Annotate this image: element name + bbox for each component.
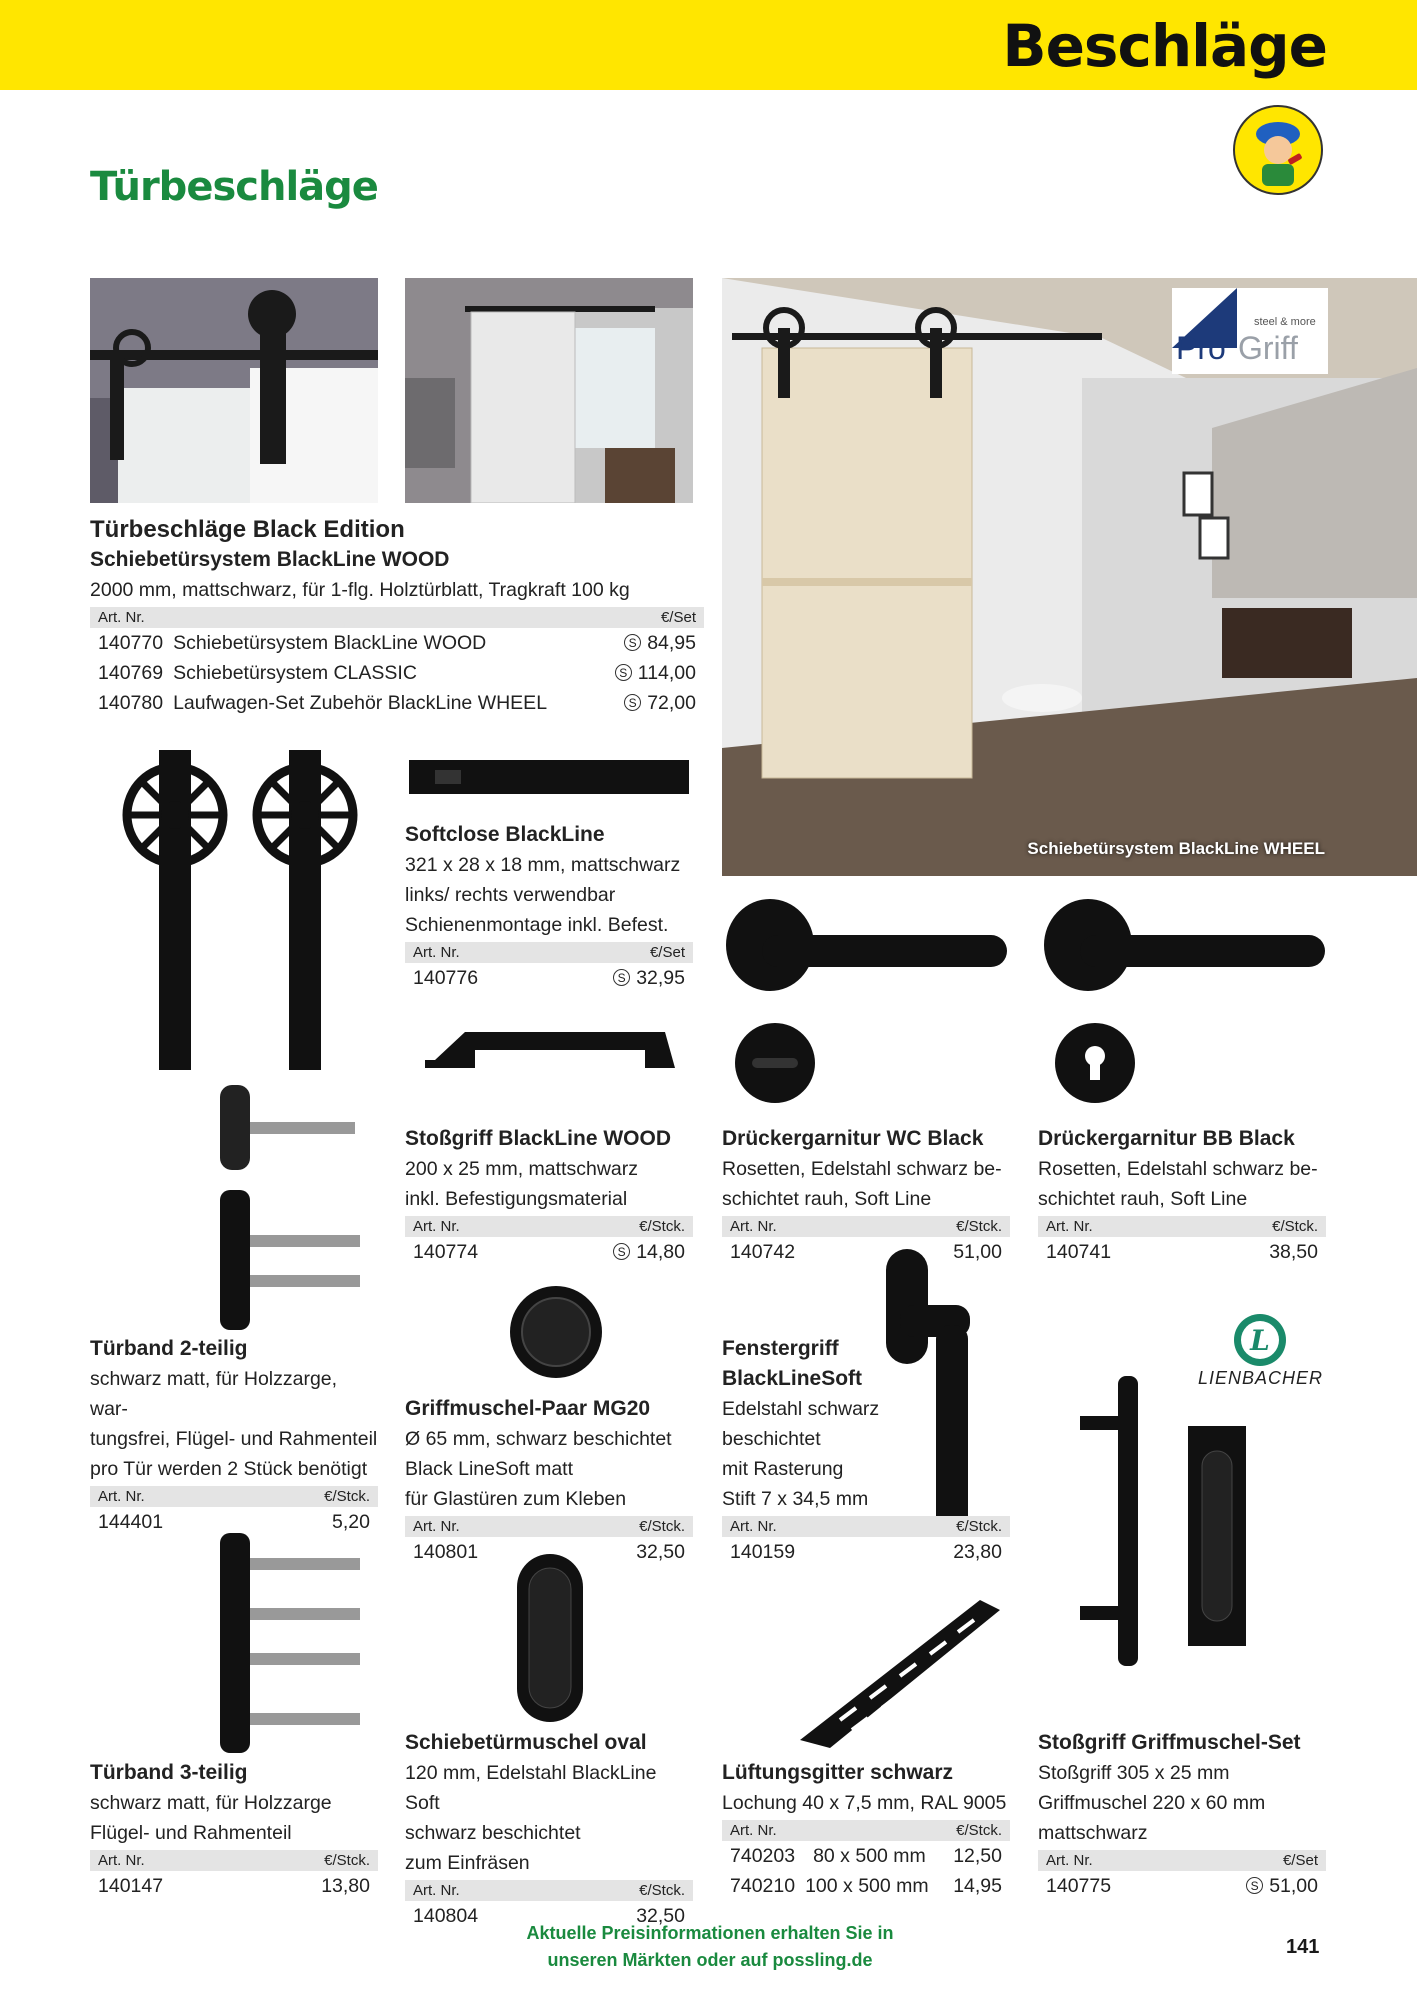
art-number: 140775 <box>1046 1875 1112 1897</box>
push-handle-set-image <box>1070 1376 1260 1666</box>
col-art: Art. Nr. <box>413 1218 460 1235</box>
art-number: 144401 <box>98 1511 164 1533</box>
product-subtitle: Schiebetürsystem BlackLine WOOD <box>90 548 450 571</box>
lueftung-block <box>722 1758 1010 1901</box>
table-head <box>405 1516 693 1537</box>
price: 32,95 <box>636 967 685 989</box>
art-number: 140741 <box>1046 1241 1112 1263</box>
price: 32,50 <box>636 1905 685 1927</box>
product-desc: schwarz matt, für Holzzarge Flügel- und Rahmenteil <box>90 1792 332 1844</box>
price: 84,95 <box>647 632 696 654</box>
product-desc: Ø 65 mm, schwarz beschichtet Black LineSoft matt für Glastüren zum Kleben <box>405 1428 672 1510</box>
progriff-pro: Pro <box>1176 330 1226 366</box>
softclose-block <box>405 820 693 993</box>
size: 100 x 500 mm <box>805 1875 929 1897</box>
page-number: 141 <box>1286 1936 1320 1958</box>
progriff-griff: Griff <box>1238 330 1298 366</box>
s-badge-icon: S <box>624 634 641 651</box>
price: 12,50 <box>953 1845 1002 1867</box>
art-number: 140159 <box>730 1541 796 1563</box>
price: 32,50 <box>636 1541 685 1563</box>
s-badge-icon: S <box>1246 1877 1263 1894</box>
table-row <box>722 1841 1010 1871</box>
table-head <box>1038 1216 1326 1237</box>
product-title: Griffmuschel-Paar MG20 <box>405 1397 651 1420</box>
wc-rosette-image <box>730 1018 820 1108</box>
table-row <box>405 963 693 993</box>
table-row <box>722 1537 1010 1567</box>
svg-text:L: L <box>1250 1324 1270 1357</box>
product-desc: Rosetten, Edelstahl schwarz be- schichtet rauh, Soft Line <box>1038 1158 1318 1210</box>
s-badge-icon: S <box>613 1243 630 1260</box>
price: 114,00 <box>637 662 696 684</box>
door-hardware-photo <box>90 278 378 503</box>
product-title: Drückergarnitur WC Black <box>722 1127 984 1150</box>
product-desc: Stoßgriff 305 x 25 mm Griffmuschel 220 x 60 mm mattschwarz <box>1038 1762 1266 1844</box>
price: 72,00 <box>647 692 696 714</box>
product-desc: 200 x 25 mm, mattschwarz inkl. Befestigungsmaterial <box>405 1158 638 1210</box>
product-title: Türband 3-teilig <box>90 1761 248 1784</box>
price: 14,80 <box>636 1241 685 1263</box>
col-art: Art. Nr. <box>98 1852 145 1869</box>
product-desc: 120 mm, Edelstahl BlackLine Soft schwarz beschichtet zum Einfräsen <box>405 1762 657 1874</box>
col-art: Art. Nr. <box>730 1518 777 1535</box>
price: 5,20 <box>332 1511 370 1533</box>
table-head <box>90 1850 378 1871</box>
s-badge-icon: S <box>624 694 641 711</box>
griffmuschel-block <box>405 1394 693 1567</box>
product-title: Softclose BlackLine <box>405 823 605 846</box>
product-title: Drückergarnitur BB Black <box>1038 1127 1295 1150</box>
category-title: Beschläge <box>1002 12 1327 80</box>
product-title: Fenstergriff BlackLineSoft <box>722 1337 863 1390</box>
col-price: €/Stck. <box>1272 1218 1318 1235</box>
art-number: 140770 <box>98 632 164 654</box>
hinge-3-image <box>210 1528 370 1758</box>
table-row <box>405 1237 693 1267</box>
section-title: Türbeschläge <box>90 164 378 210</box>
art-number: 140742 <box>730 1241 796 1263</box>
sliding-door-room-photo <box>405 278 693 503</box>
col-art: Art. Nr. <box>1046 1218 1093 1235</box>
product-desc: 321 x 28 x 18 mm, mattschwarz links/ rechts verwendbar Schienenmontage inkl. Befest. <box>405 854 681 936</box>
art-number: 140769 <box>98 662 164 684</box>
wheel-hanger-image <box>115 745 365 1075</box>
lever-handle-image <box>722 895 1012 995</box>
bb-block <box>1038 1124 1326 1267</box>
s-badge-icon: S <box>613 969 630 986</box>
col-price: €/Set <box>1282 1852 1318 1869</box>
tuerband3-block <box>90 1758 378 1901</box>
product-desc: 2000 mm, mattschwarz, für 1-flg. Holztürblatt, Tragkraft 100 kg <box>90 579 630 601</box>
ventilation-grille-image <box>790 1590 1010 1750</box>
footer-note: Aktuelle Preisinformationen erhalten Sie in unseren Märkten oder auf possling.de <box>526 1923 894 1970</box>
softclose-image <box>405 752 693 808</box>
table-head <box>722 1820 1010 1841</box>
col-art: Art. Nr. <box>98 609 145 626</box>
art-number: 140147 <box>98 1875 164 1897</box>
size: 80 x 500 mm <box>813 1845 926 1867</box>
col-price: €/Set <box>649 944 685 961</box>
progriff-tagline: steel & more <box>1254 316 1316 328</box>
table-head <box>1038 1850 1326 1871</box>
table-row <box>1038 1237 1326 1267</box>
price: 38,50 <box>1269 1241 1318 1263</box>
col-price: €/Stck. <box>639 1882 685 1899</box>
col-art: Art. Nr. <box>98 1488 145 1505</box>
price: 14,95 <box>953 1875 1002 1897</box>
round-flush-pull-image <box>500 1282 612 1382</box>
keyhole-rosette-image <box>1050 1018 1140 1108</box>
schiebemuschel-block <box>405 1728 693 1931</box>
col-price: €/Stck. <box>324 1852 370 1869</box>
fenstergriff-block <box>722 1334 1010 1567</box>
product-title: Lüftungsgitter schwarz <box>722 1761 954 1784</box>
col-art: Art. Nr. <box>413 944 460 961</box>
col-price: €/Stck. <box>639 1218 685 1235</box>
progriff-logo <box>1172 288 1328 374</box>
table-row <box>1038 1871 1326 1901</box>
push-handle-image <box>415 1028 685 1098</box>
table-head <box>405 1880 693 1901</box>
table-head <box>722 1516 1010 1537</box>
product-desc: Edelstahl schwarz beschichtet mit Rasterung Stift 7 x 34,5 mm <box>722 1398 880 1510</box>
lienbacher-badge-icon <box>1232 1312 1288 1368</box>
col-art: Art. Nr. <box>730 1218 777 1235</box>
table-row <box>722 1871 1010 1901</box>
product-title: Stoßgriff BlackLine WOOD <box>405 1127 672 1150</box>
product-title: Türbeschläge Black Edition <box>90 516 405 543</box>
price: 51,00 <box>1269 1875 1318 1897</box>
tuerband2-block <box>90 1334 378 1537</box>
art-number: 140776 <box>413 967 479 989</box>
stossgriff-wood-block <box>405 1124 693 1267</box>
black-edition-block <box>90 515 704 718</box>
lever-handle-image <box>1040 895 1330 995</box>
col-price: €/Stck. <box>639 1518 685 1535</box>
col-art: Art. Nr. <box>413 1882 460 1899</box>
oval-flush-pull-image <box>515 1552 585 1724</box>
col-price: €/Stck. <box>324 1488 370 1505</box>
col-price: €/Set <box>660 609 696 626</box>
art-number: 140774 <box>413 1241 479 1263</box>
table-row <box>90 628 704 658</box>
price: 51,00 <box>953 1241 1002 1263</box>
s-badge-icon: S <box>615 664 632 681</box>
col-art: Art. Nr. <box>413 1518 460 1535</box>
col-price: €/Stck. <box>956 1822 1002 1839</box>
table-head <box>405 942 693 963</box>
art-number: 140801 <box>413 1541 479 1563</box>
product-desc: Lochung 40 x 7,5 mm, RAL 9005 <box>722 1792 1007 1814</box>
table-head <box>405 1216 693 1237</box>
col-art: Art. Nr. <box>1046 1852 1093 1869</box>
art-number: 740210 <box>730 1875 796 1897</box>
hinge-2-image <box>210 1080 370 1335</box>
product-desc: Rosetten, Edelstahl schwarz be- schichtet rauh, Soft Line <box>722 1158 1002 1210</box>
table-head <box>722 1216 1010 1237</box>
price: 13,80 <box>321 1875 370 1897</box>
table-row <box>90 688 704 718</box>
art-number: 140804 <box>413 1905 479 1927</box>
col-art: Art. Nr. <box>730 1822 777 1839</box>
price: 23,80 <box>953 1541 1002 1563</box>
item-name: Schiebetürsystem CLASSIC <box>173 662 417 684</box>
art-number: 740203 <box>730 1845 796 1867</box>
item-name: Laufwagen-Set Zubehör BlackLine WHEEL <box>173 692 548 714</box>
product-title: Schiebetürmuschel oval <box>405 1731 647 1754</box>
product-title: Stoßgriff Griffmuschel-Set <box>1038 1731 1301 1754</box>
photo-caption: Schiebetürsystem BlackLine WHEEL <box>1027 839 1325 858</box>
mascot-logo <box>1232 104 1324 196</box>
product-title: Türband 2-teilig <box>90 1337 248 1360</box>
table-row <box>90 1871 378 1901</box>
lienbacher-logo: LIENBACHER <box>1198 1368 1324 1388</box>
product-desc: schwarz matt, für Holzzarge, war- tungsfrei, Flügel- und Rahmenteil pro Tür werden 2 Stück benötigt <box>90 1368 378 1480</box>
stossgriff-set-block <box>1038 1728 1326 1901</box>
table-head <box>90 607 704 628</box>
col-price: €/Stck. <box>956 1218 1002 1235</box>
table-row <box>90 658 704 688</box>
item-name: Schiebetürsystem BlackLine WOOD <box>173 632 487 654</box>
art-number: 140780 <box>98 692 164 714</box>
col-price: €/Stck. <box>956 1518 1002 1535</box>
table-head <box>90 1486 378 1507</box>
